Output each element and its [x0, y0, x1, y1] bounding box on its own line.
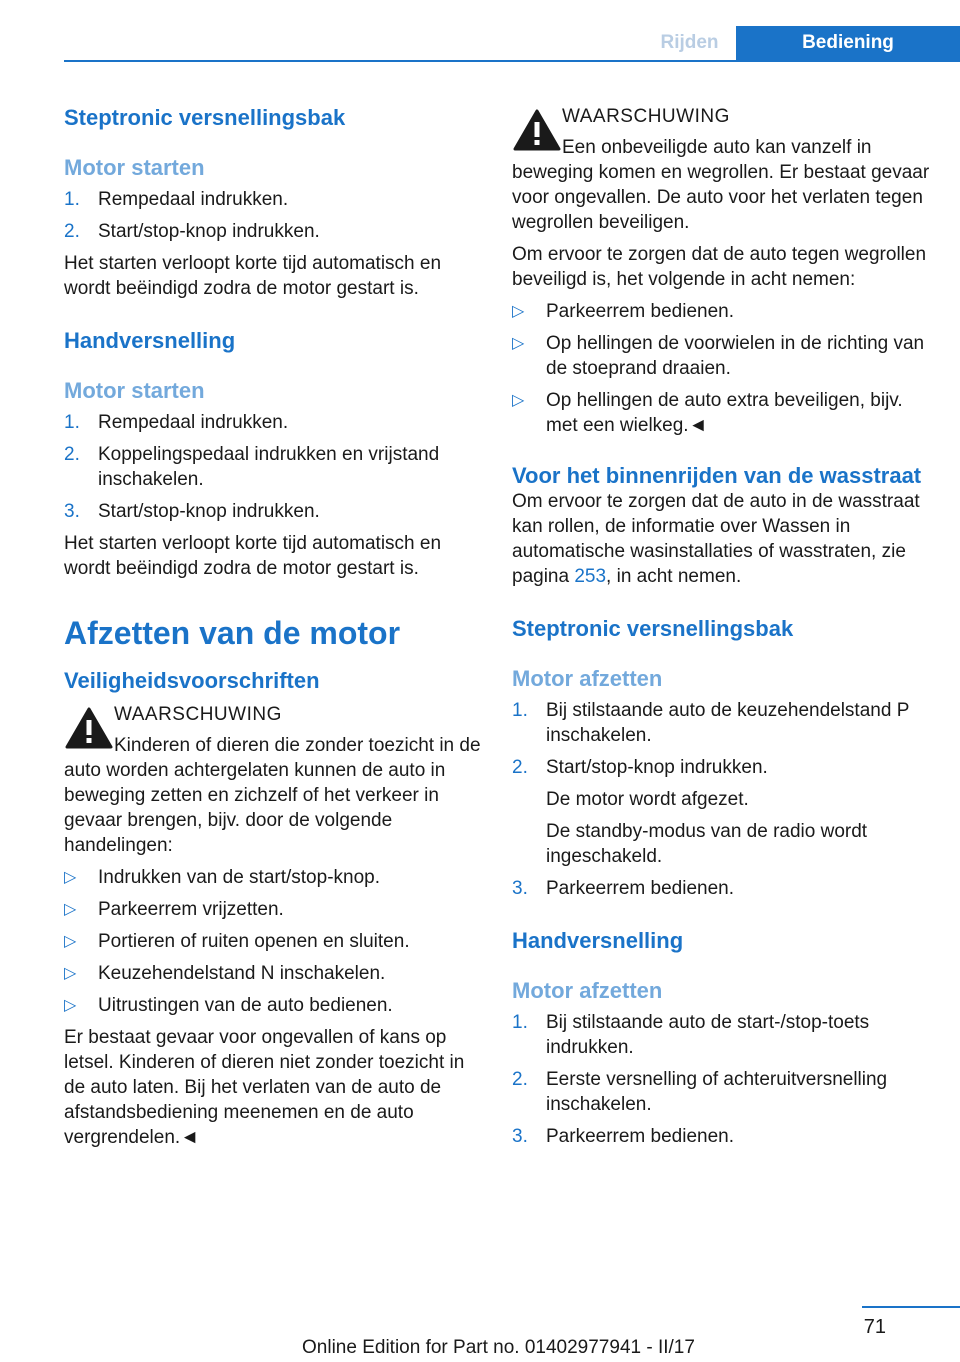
list-item: [512, 1010, 932, 1060]
list-item: [512, 1067, 932, 1117]
step-number: 2.: [64, 444, 80, 465]
warning-box: [64, 702, 482, 858]
list-item: [64, 442, 482, 492]
right-column: [512, 100, 932, 1149]
warning-icon: [64, 706, 114, 750]
step-text: Rempedaal indrukken.: [98, 412, 289, 433]
list-item: [64, 499, 482, 524]
page-number: 71: [863, 1316, 886, 1338]
steps-list: [64, 410, 482, 524]
bullet-text: Op hellingen de voorwielen in de richting van de stoeprand draaien.: [546, 333, 925, 379]
list-item: [64, 993, 482, 1018]
step-number: 1.: [64, 412, 80, 433]
step-text: Koppelingspedaal indrukken en vrijstand inschakelen.: [98, 444, 440, 490]
step-text: Start/stop-knop indrukken.: [98, 501, 320, 522]
step-text: Eerste versnelling of achteruitversnelling inschakelen.: [546, 1069, 888, 1115]
warning-end-text: Er bestaat gevaar voor ongevallen of kans op letsel. Kinderen of dieren niet zonder toezicht in de auto laten. Bij het verlaten van de auto de afstandsbediening meenemen en de auto vergrendelen.◄: [64, 1027, 465, 1148]
section-title-wasstraat: Voor het binnenrijden van de wasstraat: [512, 463, 922, 488]
section-title-steptronic: Steptronic versnellingsbak: [512, 616, 794, 641]
triangle-bullet-icon: ▷: [512, 303, 525, 320]
steps-list: [512, 1010, 932, 1149]
triangle-bullet-icon: ▷: [64, 933, 77, 950]
bullet-text: Portieren of ruiten openen en sluiten.: [98, 931, 410, 952]
list-item: [64, 410, 482, 435]
steps-list: [64, 187, 482, 244]
step-text: Start/stop-knop indrukken.: [546, 757, 768, 778]
page-link[interactable]: 253: [574, 566, 607, 587]
edition-footer: Online Edition for Part no. 01402977941 - II/17: [302, 1337, 695, 1358]
step-text: Rempedaal indrukken.: [98, 189, 289, 210]
bullet-text: Indrukken van de start/stop-knop.: [98, 867, 380, 888]
step-text: Bij stilstaande auto de start-/stop-toets indrukken.: [546, 1012, 870, 1058]
step-note: De standby-modus van de radio wordt ingeschakeld.: [546, 821, 868, 867]
section-title-safety: Veiligheidsvoorschriften: [64, 668, 320, 693]
warning-title: WAARSCHUWING: [114, 704, 282, 725]
section-title-handversnelling: Handversnelling: [64, 328, 236, 353]
step-text: Parkeerrem bedienen.: [546, 878, 734, 899]
list-item: [64, 961, 482, 986]
step-number: 1.: [512, 1012, 528, 1033]
list-item: [512, 331, 932, 381]
list-item: [64, 219, 482, 244]
list-item: [64, 187, 482, 212]
triangle-bullet-icon: ▷: [512, 392, 525, 409]
subsection-motor-afzetten: Motor afzetten: [512, 666, 663, 691]
triangle-bullet-icon: ▷: [64, 997, 77, 1014]
step-number: 1.: [512, 700, 528, 721]
body-text: Het starten verloopt korte tijd automatisch en wordt beëindigd zodra de motor gestart is.: [64, 533, 442, 579]
list-item: [512, 876, 932, 901]
triangle-bullet-icon: ▷: [64, 869, 77, 886]
subsection-motor-starten: Motor starten: [64, 155, 205, 180]
body-text: Het starten verloopt korte tijd automatisch en wordt beëindigd zodra de motor gestart is.: [64, 253, 442, 299]
section-title-steptronic: Steptronic versnellingsbak: [64, 105, 346, 130]
left-column: [64, 100, 482, 1150]
subsection-motor-afzetten: Motor afzetten: [512, 978, 663, 1003]
step-text: Parkeerrem bedienen.: [546, 1126, 734, 1147]
triangle-bullet-icon: ▷: [64, 965, 77, 982]
step-text: Start/stop-knop indrukken.: [98, 221, 320, 242]
list-item: [64, 897, 482, 922]
section-title-handversnelling: Handversnelling: [512, 928, 684, 953]
triangle-bullet-icon: ▷: [512, 335, 525, 352]
steps-list: [512, 698, 932, 901]
step-text: Bij stilstaande auto de keuzehendelstand P inschakelen.: [546, 700, 910, 746]
list-item: [64, 865, 482, 890]
bullet-list: [64, 865, 482, 1018]
warning-text: Kinderen of dieren die zonder toezicht in de auto worden achtergelaten kunnen de auto in beweging zetten en zichzelf of het verkeer in gevaar brengen, bijv. door de volgende handelingen:: [64, 735, 481, 856]
bullet-text: Parkeerrem vrijzetten.: [98, 899, 284, 920]
step-number: 1.: [64, 189, 80, 210]
warning-box: [512, 104, 932, 235]
list-item: [512, 698, 932, 748]
warning-icon: [512, 108, 562, 152]
step-number: 2.: [64, 221, 80, 242]
bullet-list: [512, 299, 932, 438]
step-number: 3.: [64, 501, 80, 522]
subsection-motor-starten: Motor starten: [64, 378, 205, 403]
wash-text-end: , in acht nemen.: [606, 566, 742, 587]
footer-rule: [862, 1306, 960, 1308]
list-item: [512, 755, 932, 869]
tab-rijden[interactable]: Rijden: [660, 32, 719, 53]
tab-bediening[interactable]: Bediening: [736, 26, 960, 60]
bullet-text: Op hellingen de auto extra beveiligen, bijv. met een wielkeg.◄: [546, 390, 903, 436]
body-text: Om ervoor te zorgen dat de auto tegen wegrollen beveiligd is, het volgende in acht nemen:: [512, 244, 927, 290]
bullet-text: Keuzehendelstand N inschakelen.: [98, 963, 386, 984]
list-item: [64, 929, 482, 954]
warning-title: WAARSCHUWING: [562, 106, 730, 127]
step-number: 2.: [512, 1069, 528, 1090]
step-number: 2.: [512, 757, 528, 778]
body-text: [512, 489, 932, 589]
list-item: [512, 1124, 932, 1149]
header-rule: [64, 60, 960, 62]
step-note: De motor wordt afgezet.: [546, 789, 749, 810]
chapter-title: Afzetten van de motor: [64, 615, 401, 651]
warning-text: Een onbeveiligde auto kan vanzelf in beweging komen en wegrollen. Er bestaat gevaar voor ongevallen. De auto voor het verlaten tegen wegrollen beveiligen.: [512, 137, 930, 233]
wash-text: Om ervoor te zorgen dat de auto in de wasstraat kan rollen, de informatie over Wassen in automatische wasinstallaties of wasstraten, zie pagina: [512, 491, 920, 587]
bullet-text: Parkeerrem bedienen.: [546, 301, 734, 322]
list-item: [512, 388, 932, 438]
step-number: 3.: [512, 878, 528, 899]
bullet-text: Uitrustingen van de auto bedienen.: [98, 995, 393, 1016]
step-number: 3.: [512, 1126, 528, 1147]
list-item: [512, 299, 932, 324]
triangle-bullet-icon: ▷: [64, 901, 77, 918]
